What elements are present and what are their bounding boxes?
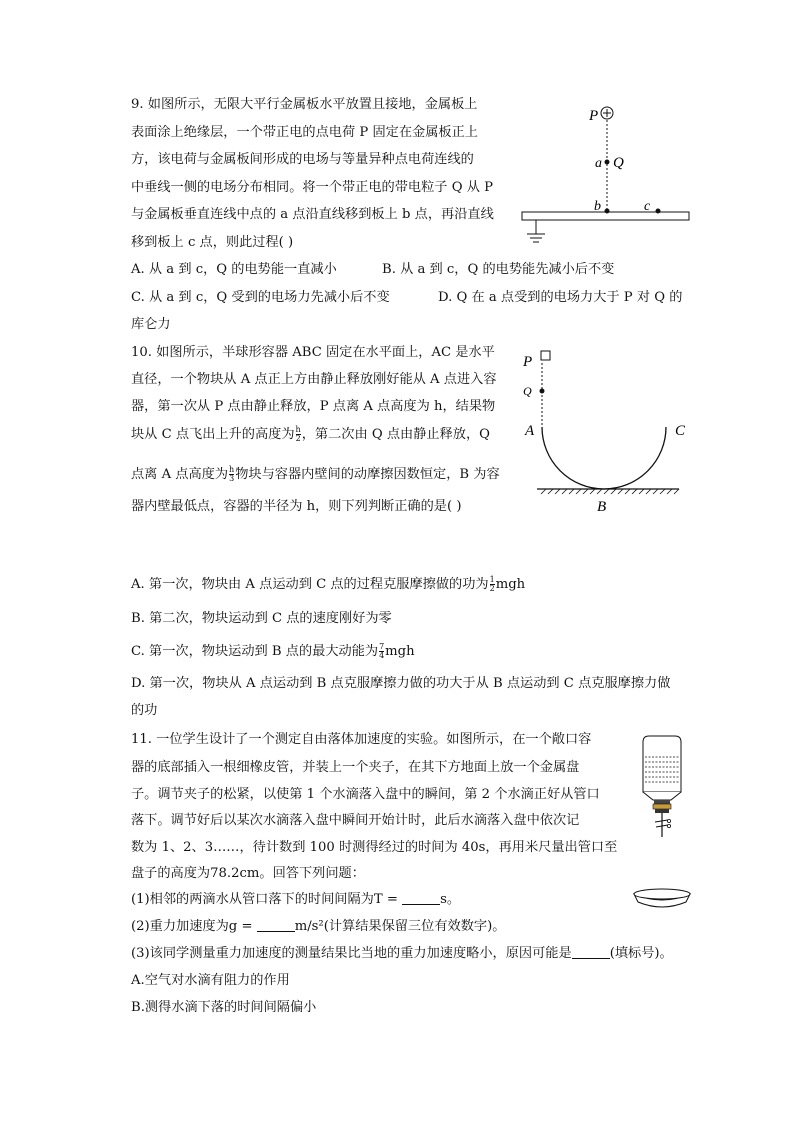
- q11-line-3: 子。调节夹子的松紧，以使第 1 个水滴落入盘中的瞬间，第 2 个水滴正好从管口: [131, 787, 600, 802]
- q10-line-2: 直径，一个物块从 A 点正上方由静止释放刚好能从 A 点进入容: [131, 372, 497, 387]
- q10-option-d-cont: 的功: [131, 703, 158, 718]
- q10-line-6: 器内壁最低点，容器的半径为 h，则下列判断正确的是( ): [131, 499, 462, 514]
- fraction-h-over-2: $\frac{h}{2}$: [295, 425, 301, 443]
- q9-option-b: B. 从 a 到 c，Q 的电势能先减小后不变: [382, 262, 615, 277]
- q9-figure: [515, 98, 700, 258]
- q9-label-c: c: [644, 199, 651, 214]
- answer-blank-2[interactable]: [257, 919, 295, 932]
- q9-line-6: 移到板上 c 点，则此过程( ): [131, 235, 294, 250]
- q10-line-5: 点离 A 点高度为 $\frac{h}{3}$ 物块与容器内壁间的动摩擦因数恒定，B 为容: [131, 465, 500, 483]
- q9-label-a: a: [595, 156, 602, 171]
- q10-line-4: 块从 C 点飞出上升的高度为 $\frac{h}{2}$ ，第二次由 Q 点由静止释放，Q: [131, 425, 490, 443]
- q11-line-4: 落下。调节好后以某次水滴落入盘中瞬间开始计时，此后水滴落入盘中依次记: [131, 813, 580, 828]
- q9-point-c: [656, 209, 661, 214]
- q9-label-q: Q: [613, 155, 624, 171]
- q9-option-a: A. 从 a 到 c，Q 的电势能一直减小: [131, 262, 337, 277]
- hemisphere-container: [542, 427, 666, 489]
- q10-line-1: 10. 如图所示，半球形容器 ABC 固定在水平面上，AC 是水平: [131, 345, 495, 360]
- q9-line-1: 9. 如图所示，无限大平行金属板水平放置且接地，金属板上: [131, 97, 478, 112]
- q9-point-a: [605, 160, 610, 165]
- q9-line-4: 中垂线一侧的电场分布相同。将一个带正电的带电粒子 Q 从 P: [131, 180, 493, 195]
- block-icon: [541, 351, 550, 360]
- q10-line-3: 器，第一次从 P 点由静止释放，P 点离 A 点高度为 h，结果物: [131, 399, 496, 414]
- q11-choice-b: B.测得水滴下落的时间间隔偏小: [131, 1000, 317, 1015]
- q10-option-d: D. 第一次，物块从 A 点运动到 B 点克服摩擦力做的功大于从 B 点运动到 C 点克服摩擦力做: [131, 676, 671, 691]
- metal-plate-dish: [634, 889, 690, 907]
- q11-line-2: 器的底部插入一根细橡皮管，并装上一个夹子，在其下方地面上放一个金属盘: [131, 760, 580, 775]
- q10-figure: [515, 345, 695, 515]
- q11-line-5: 数为 1、2、3……，待计数到 100 时测得经过的时间为 40s，再用米尺量出管口至: [131, 840, 618, 855]
- fraction-h-over-3: $\frac{h}{3}$: [229, 465, 235, 483]
- q10-option-c: C. 第一次，物块运动到 B 点的最大动能为 $\frac{7}{4}$ mgh: [131, 642, 415, 660]
- q9-line-3: 方，该电荷与金属板间形成的电场与等量异种点电荷连线的: [131, 152, 474, 167]
- answer-blank-1[interactable]: [402, 892, 440, 905]
- q10-label-b: B: [597, 499, 607, 515]
- rubber-stopper-icon: [653, 800, 671, 813]
- q10-label-p: P: [523, 354, 533, 370]
- water-container: [643, 736, 681, 800]
- q9-option-d-cont: 库仑力: [131, 317, 171, 332]
- metal-plate: [522, 212, 689, 220]
- q11-sub-2: (2)重力加速度为g = m/s²(计算结果保留三位有效数字)。: [131, 919, 506, 934]
- q9-option-c: C. 从 a 到 c，Q 受到的电场力先减小后不变: [131, 290, 390, 305]
- q9-line-2: 表面涂上绝缘层，一个带正电的点电荷 P 固定在金属板正上: [131, 125, 478, 140]
- q10-label-c: C: [675, 423, 686, 439]
- q10-label-q: Q: [523, 384, 532, 398]
- ground-icon: [527, 220, 545, 242]
- q11-line-6: 盘子的高度为78.2cm。回答下列问题：: [131, 866, 365, 881]
- q10-point-q: [540, 389, 545, 394]
- rubber-tube-and-clip: [655, 813, 671, 837]
- fraction-1-over-2: $\frac{1}{2}$: [489, 575, 495, 593]
- q11-sub-1: (1)相邻的两滴水从管口落下的时间间隔为T = s。: [131, 892, 461, 907]
- q9-label-p: P: [589, 108, 599, 124]
- q11-line-1: 11. 一位学生设计了一个测定自由落体加速度的实验。如图所示，在一个敞口容: [131, 732, 592, 747]
- q10-label-a: A: [525, 423, 535, 439]
- ground-hatching: [541, 489, 679, 494]
- q10-option-b: B. 第二次，物块运动到 C 点的速度刚好为零: [131, 611, 392, 626]
- q9-point-b: [605, 209, 610, 214]
- q9-label-b: b: [594, 199, 601, 214]
- fraction-7-over-4: $\frac{7}{4}$: [379, 642, 385, 660]
- q9-option-d: D. Q 在 a 点受到的电场力大于 P 对 Q 的: [438, 290, 683, 305]
- q11-figure: [628, 734, 696, 916]
- q9-line-5: 与金属板垂直连线中点的 a 点沿直线移到板上 b 点，再沿直线: [131, 207, 494, 222]
- answer-blank-3[interactable]: [572, 946, 610, 959]
- q11-choice-a: A.空气对水滴有阻力的作用: [131, 973, 290, 988]
- q10-option-a: A. 第一次，物块由 A 点运动到 C 点的过程克服摩擦做的功为 $\frac{1}{2}$ mgh: [131, 575, 526, 593]
- q11-sub-3: (3)该同学测量重力加速度的测量结果比当地的重力加速度略小，原因可能是 (填标号)。: [131, 946, 673, 961]
